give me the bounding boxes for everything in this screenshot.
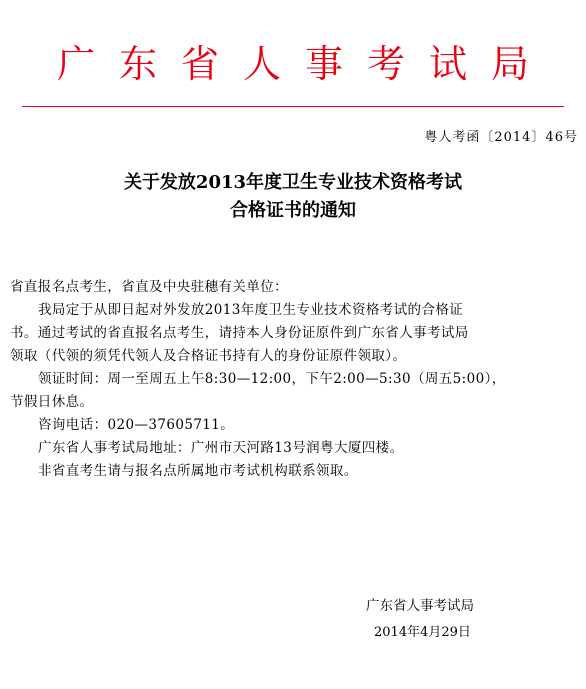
letterhead-divider (22, 106, 564, 107)
letterhead-title: 广东省人事考试局 (56, 42, 553, 86)
paragraph-1-line-1: 我局定于从即日起对外发放2013年度卫生专业技术资格考试的合格证 (38, 302, 464, 318)
office-hours-line-2: 节假日休息。 (10, 394, 94, 410)
office-address: 广东省人事考试局地址：广州市天河路13号润粤大厦四楼。 (38, 440, 404, 456)
notice-title-line-2: 合格证书的通知 (230, 200, 356, 221)
notice-title-line-1: 关于发放2013年度卫生专业技术资格考试 (123, 172, 463, 193)
document-number: 粤人考函〔2014〕46号 (424, 130, 578, 145)
office-hours-line-1: 领证时间：周一至周五上午8:30—12:00，下午2:00—5:30（周五5:00）， (38, 371, 506, 387)
signature-date: 2014年4月29日 (374, 625, 471, 640)
paragraph-1-line-3: 领取（代领的须凭代领人及合格证书持有人的身份证原件领取）。 (10, 348, 407, 364)
paragraph-1-line-2: 书。通过考试的省直报名点考生，请持本人身份证原件到广东省人事考试局 (10, 325, 469, 341)
non-provincial-notice: 非省直考生请与报名点所属地市考试机构联系领取。 (38, 463, 358, 479)
salutation: 省直报名点考生，省直及中央驻穗有关单位： (10, 279, 288, 295)
signature-organization: 广东省人事考试局 (366, 598, 474, 614)
consultation-phone: 咨询电话：020—37605711。 (38, 417, 235, 433)
notice-body (10, 276, 566, 483)
